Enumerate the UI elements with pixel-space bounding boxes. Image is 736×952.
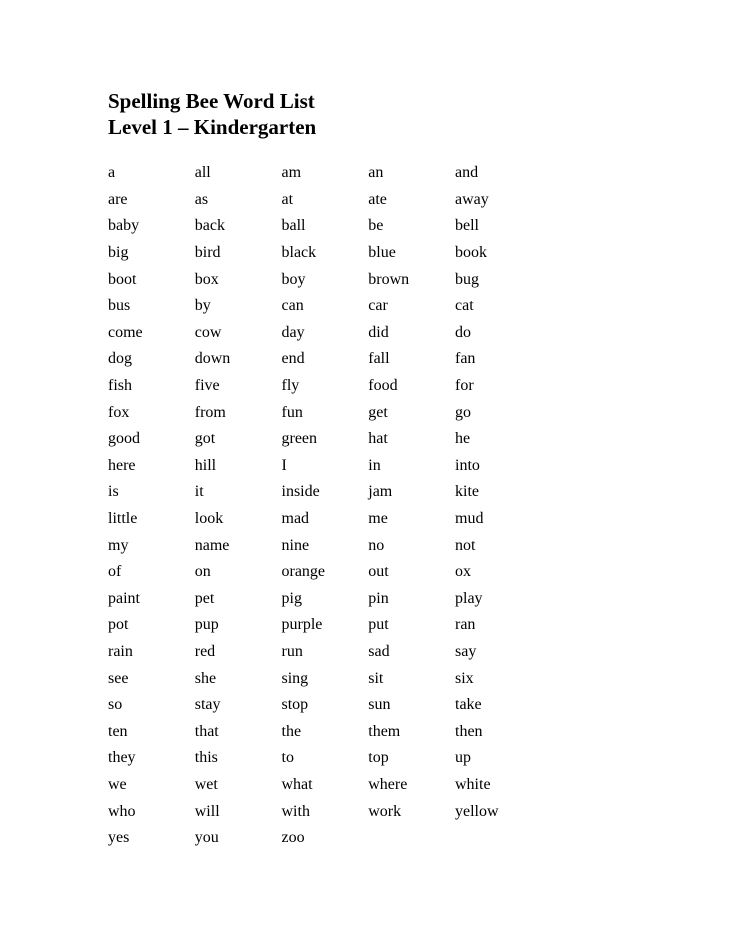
word-item: hat: [368, 430, 388, 448]
word-row: [108, 745, 588, 772]
word-item: at: [281, 190, 294, 208]
word-row: [108, 718, 588, 745]
word-item: pet: [194, 589, 215, 607]
word-item: away: [455, 190, 489, 208]
word-item: this: [194, 749, 218, 767]
word-item: ate: [368, 190, 387, 208]
word-row: [108, 453, 588, 480]
word-item: got: [194, 430, 216, 448]
word-item: I: [281, 456, 287, 474]
word-item: fish: [108, 377, 132, 395]
word-item: where: [368, 775, 408, 793]
word-item: run: [281, 642, 303, 660]
word-item: yellow: [455, 802, 499, 820]
word-item: mad: [281, 510, 310, 528]
word-item: fun: [281, 403, 303, 421]
word-item: yes: [108, 829, 130, 847]
word-item: car: [368, 297, 388, 315]
word-item: come: [108, 323, 143, 341]
word-item: fly: [281, 377, 300, 395]
word-item: he: [455, 430, 471, 448]
word-item: are: [108, 190, 128, 208]
word-item: day: [281, 323, 305, 341]
word-item: into: [455, 456, 480, 474]
word-item: here: [108, 456, 136, 474]
word-item: big: [108, 244, 129, 262]
word-item: we: [108, 775, 127, 793]
word-item: good: [108, 430, 140, 448]
word-row: [108, 187, 588, 214]
word-item: mud: [455, 510, 484, 528]
word-item: by: [194, 297, 211, 315]
word-item: food: [368, 377, 398, 395]
word-row: [108, 160, 588, 187]
word-item: brown: [368, 270, 410, 288]
word-item: top: [368, 749, 389, 767]
word-row: [108, 266, 588, 293]
word-item: from: [194, 403, 226, 421]
word-item: that: [194, 722, 219, 740]
word-item: to: [281, 749, 294, 767]
word-item: pot: [108, 616, 129, 634]
word-item: end: [281, 350, 305, 368]
word-item: and: [455, 164, 479, 182]
word-item: me: [368, 510, 388, 528]
word-item: look: [194, 510, 224, 528]
word-item: take: [455, 696, 482, 714]
word-item: black: [281, 244, 317, 262]
word-row: [108, 293, 588, 320]
word-item: get: [368, 403, 388, 421]
word-item: a: [108, 164, 116, 182]
word-item: of: [108, 563, 122, 581]
word-item: is: [108, 483, 119, 501]
title-line-2: Level 1 – Kindergarten: [108, 115, 317, 139]
word-item: down: [194, 350, 231, 368]
word-item: am: [281, 164, 302, 182]
word-item: wet: [194, 775, 218, 793]
title-line-1: Spelling Bee Word List: [108, 89, 315, 113]
word-item: up: [455, 749, 471, 767]
word-row: [108, 240, 588, 267]
word-item: cow: [194, 323, 222, 341]
word-item: who: [108, 802, 136, 820]
word-item: sit: [368, 669, 384, 687]
word-row: [108, 586, 588, 613]
word-row: [108, 559, 588, 586]
word-item: sing: [281, 669, 309, 687]
word-row: [108, 506, 588, 533]
word-row: [108, 532, 588, 559]
word-item: boot: [108, 270, 137, 288]
word-item: green: [281, 430, 318, 448]
word-item: name: [194, 536, 230, 554]
word-item: inside: [281, 483, 320, 501]
word-item: sun: [368, 696, 391, 714]
word-item: no: [368, 536, 385, 554]
word-item: then: [455, 722, 483, 740]
word-item: bus: [108, 297, 131, 315]
word-item: say: [455, 642, 477, 660]
word-item: bug: [455, 270, 479, 288]
word-item: stay: [194, 696, 221, 714]
word-row: [108, 399, 588, 426]
word-item: ran: [455, 616, 476, 634]
word-item: fox: [108, 403, 130, 421]
word-item: pup: [194, 616, 219, 634]
word-item: five: [194, 377, 220, 395]
word-item: what: [281, 775, 313, 793]
word-item: nine: [281, 536, 310, 554]
word-item: rain: [108, 642, 133, 660]
word-item: paint: [108, 589, 140, 607]
word-item: in: [368, 456, 381, 474]
word-item: zoo: [281, 829, 305, 847]
word-item: jam: [368, 483, 393, 501]
word-item: back: [194, 217, 225, 235]
word-item: bird: [194, 244, 221, 262]
word-list-grid: [108, 160, 588, 851]
word-item: book: [455, 244, 487, 262]
word-item: boy: [281, 270, 306, 288]
word-item: stop: [281, 696, 309, 714]
word-item: an: [368, 164, 384, 182]
word-item: ox: [455, 563, 471, 581]
word-row: [108, 772, 588, 799]
word-item: work: [368, 802, 402, 820]
word-item: as: [194, 190, 209, 208]
word-item: on: [194, 563, 211, 581]
word-item: baby: [108, 217, 140, 235]
word-row: [108, 639, 588, 666]
word-item: they: [108, 749, 136, 767]
word-item: play: [455, 589, 483, 607]
word-row: [108, 479, 588, 506]
word-item: ball: [281, 217, 306, 235]
word-item: bell: [455, 217, 479, 235]
document-title: [108, 88, 608, 140]
word-item: do: [455, 323, 471, 341]
word-item: little: [108, 510, 138, 528]
word-item: she: [194, 669, 217, 687]
word-row: [108, 426, 588, 453]
word-row: [108, 320, 588, 347]
word-item: ten: [108, 722, 128, 740]
word-item: it: [194, 483, 204, 501]
word-item: be: [368, 217, 384, 235]
word-item: put: [368, 616, 389, 634]
word-item: out: [368, 563, 389, 581]
word-item: pin: [368, 589, 389, 607]
word-item: sad: [368, 642, 390, 660]
word-row: [108, 798, 588, 825]
word-item: red: [194, 642, 216, 660]
word-item: dog: [108, 350, 132, 368]
word-item: see: [108, 669, 129, 687]
word-row: [108, 612, 588, 639]
word-item: kite: [455, 483, 479, 501]
word-item: blue: [368, 244, 396, 262]
word-item: purple: [281, 616, 323, 634]
word-item: all: [194, 164, 211, 182]
word-item: six: [455, 669, 474, 687]
word-item: orange: [281, 563, 326, 581]
word-row: [108, 665, 588, 692]
word-item: go: [455, 403, 471, 421]
word-row: [108, 825, 588, 852]
word-item: white: [455, 775, 491, 793]
word-item: them: [368, 722, 401, 740]
word-item: box: [194, 270, 219, 288]
word-item: my: [108, 536, 129, 554]
word-item: you: [194, 829, 219, 847]
word-item: not: [455, 536, 476, 554]
word-item: so: [108, 696, 123, 714]
word-item: with: [281, 802, 310, 820]
word-item: for: [455, 377, 474, 395]
word-item: fall: [368, 350, 390, 368]
word-item: did: [368, 323, 389, 341]
word-row: [108, 213, 588, 240]
word-item: pig: [281, 589, 302, 607]
word-row: [108, 373, 588, 400]
word-item: cat: [455, 297, 474, 315]
word-item: hill: [194, 456, 217, 474]
word-item: can: [281, 297, 304, 315]
word-item: fan: [455, 350, 476, 368]
word-row: [108, 692, 588, 719]
word-item: will: [194, 802, 220, 820]
word-row: [108, 346, 588, 373]
word-item: the: [281, 722, 302, 740]
